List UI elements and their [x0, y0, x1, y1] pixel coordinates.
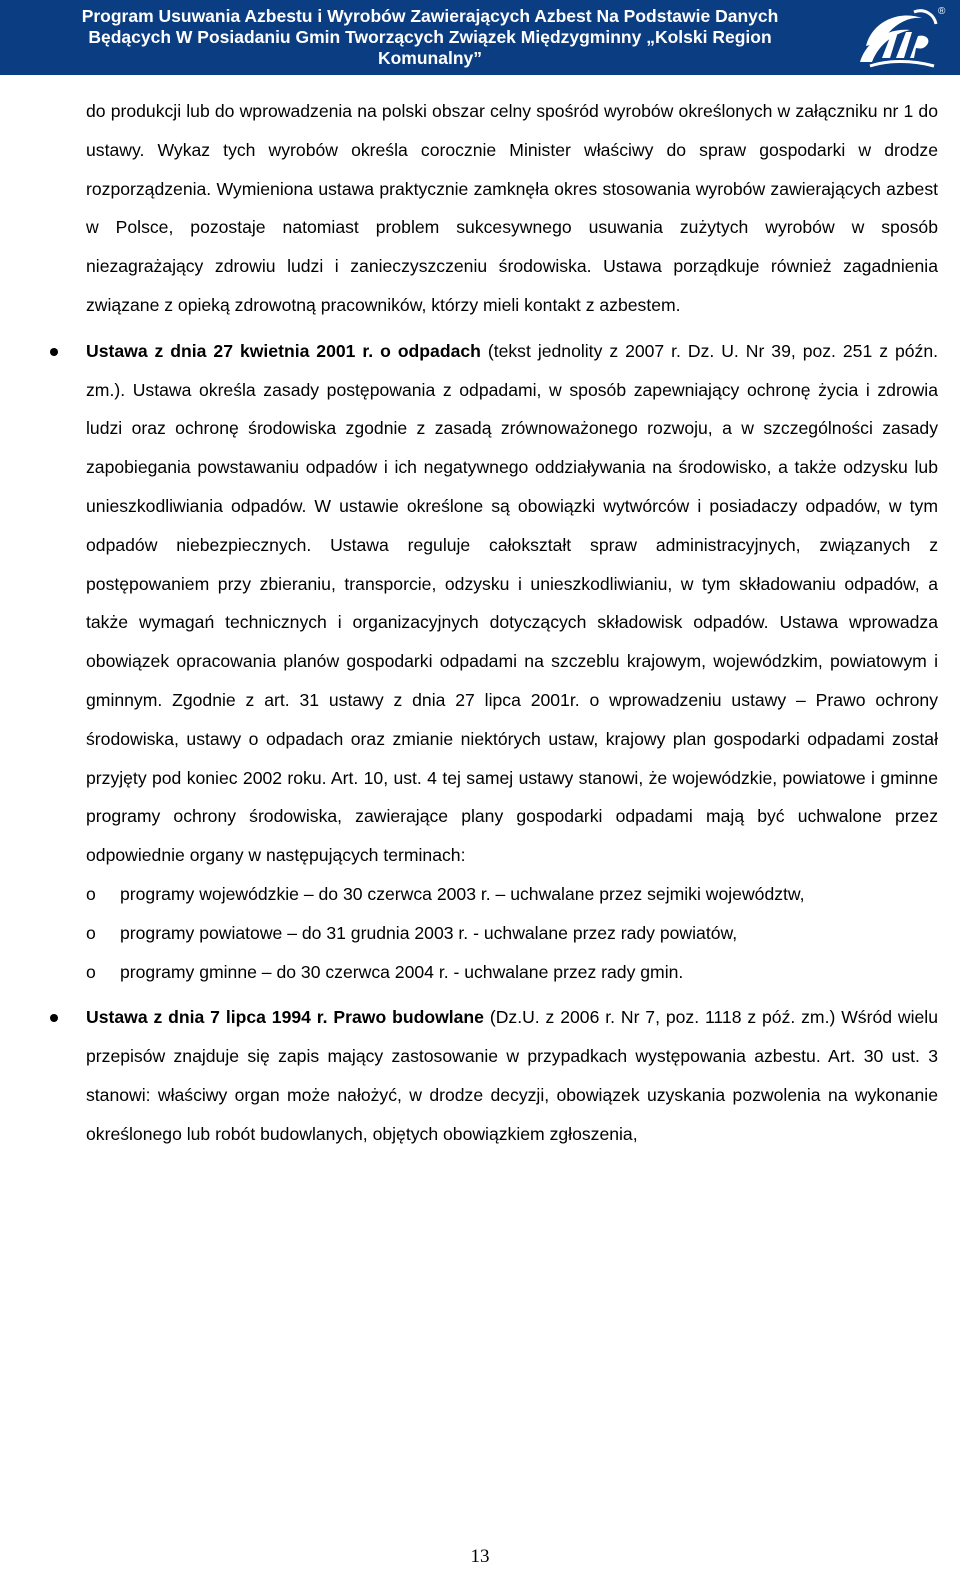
page-header — [0, 0, 960, 75]
page-number: 13 — [470, 1546, 490, 1567]
program-title-line-2: Będących W Posiadaniu Gmin Tworzących Związek Międzygminny „Kolski Region — [88, 27, 772, 47]
act-title: Ustawa z dnia 27 kwietnia 2001 r. o odpadach — [86, 340, 481, 361]
sub-list-item — [86, 875, 938, 914]
bullet-icon — [50, 348, 58, 356]
list-marker: o — [86, 883, 96, 904]
list-item-waste-act — [86, 332, 938, 992]
program-title — [20, 6, 840, 69]
sub-list-item — [86, 914, 938, 953]
act-title: Ustawa z dnia 7 lipca 1994 r. Prawo budowlane — [86, 1007, 484, 1028]
list-marker: o — [86, 961, 96, 982]
act-description: (tekst jednolity z 2007 r. Dz. U. Nr 39, poz. 251 z późn. zm.). Ustawa określa zasady postępowania z odpadami, w sposób zapewniający ochronę życia i zdrowia ludzi oraz ochronę środowiska zgodnie z zasadą zrównoważonego rozwoju, a w szczególności zasady zapobiegania powstawaniu odpadów i ich negatywnego oddziaływania na środowisko, a także odzysku lub unieszkodliwiania odpadów. W ustawie określone są obowiązki wytwórców i posiadaczy odpadów, w tym odpadów niebezpiecznych. Ustawa reguluje całokształt spraw administracyjnych, związanych z postępowaniem przy zbieraniu, transporcie, odzysku i unieszkodliwianiu, w tym składowaniu odpadów, a także wymagań technicznych i organizacyjnych dotyczących składowisk odpadów. Ustawa wprowadza obowiązek opracowania planów gospodarki odpadami na szczeblu krajowym, wojewódzkim, powiatowym i gminnym. Zgodnie z art. 31 ustawy z dnia 27 lipca 2001r. o wprowadzeniu ustawy – Prawo ochrony środowiska, ustawy o odpadach oraz zmianie niektórych ustaw, krajowy plan gospodarki odpadami został przyjęty pod koniec 2002 roku. Art. 10, ust. 4 tej samej ustawy stanowi, że wojewódzkie, powiatowe i gminne programy ochrony środowiska, zawierające plany gospodarki odpadami mają być uchwalone przez odpowiednie organy w następujących terminach: — [86, 340, 938, 866]
deadline-list — [86, 875, 938, 991]
list-item-building-law — [86, 998, 938, 1153]
municipal-union-logo-icon — [852, 2, 946, 72]
sub-item-text: programy gminne – do 30 czerwca 2004 r. - uchwalane przez rady gmin. — [120, 961, 684, 982]
act-description: (Dz.U. z 2006 r. Nr 7, poz. 1118 z póź. zm.) Wśród wielu przepisów znajduje się zapis mający zastosowanie w przypadkach występowania azbestu. Art. 30 ust. 3 stanowi: właściwy organ może nałożyć, w drodze decyzji, obowiązek uzyskania pozwolenia na wykonanie określonego lub robót budowlanych, objętych obowiązkiem zgłoszenia, — [86, 1007, 938, 1144]
sub-list-item — [86, 953, 938, 992]
program-title-line-1: Program Usuwania Azbestu i Wyrobów Zawierających Azbest Na Podstawie Danych — [81, 6, 779, 26]
bullet-icon — [50, 1014, 58, 1022]
list-marker: o — [86, 922, 96, 943]
document-body — [86, 92, 938, 1154]
sub-item-text: programy wojewódzkie – do 30 czerwca 2003 r. – uchwalane przez sejmiki województw, — [120, 883, 805, 904]
program-title-line-3: Komunalny” — [377, 48, 483, 68]
sub-item-text: programy powiatowe – do 31 grudnia 2003 r. - uchwalane przez rady powiatów, — [120, 922, 738, 943]
registered-mark: ® — [938, 6, 946, 17]
intro-paragraph: do produkcji lub do wprowadzenia na polski obszar celny spośród wyrobów określonych w załączniku nr 1 do ustawy. Wykaz tych wyrobów określa corocznie Minister właściwy do spraw gospodarki w drodze rozporządzenia. Wymieniona ustawa praktycznie zamknęła okres stosowania wyrobów zawierających azbest w Polsce, pozostaje natomiast problem sukcesywnego usuwania zużytych wyrobów w sposób niezagrażający zdrowiu ludzi i zanieczyszczeniu środowiska. Ustawa porządkuje również zagadnienia związane z opieką zdrowotną pracowników, którzy mieli kontakt z azbestem. — [86, 101, 938, 315]
